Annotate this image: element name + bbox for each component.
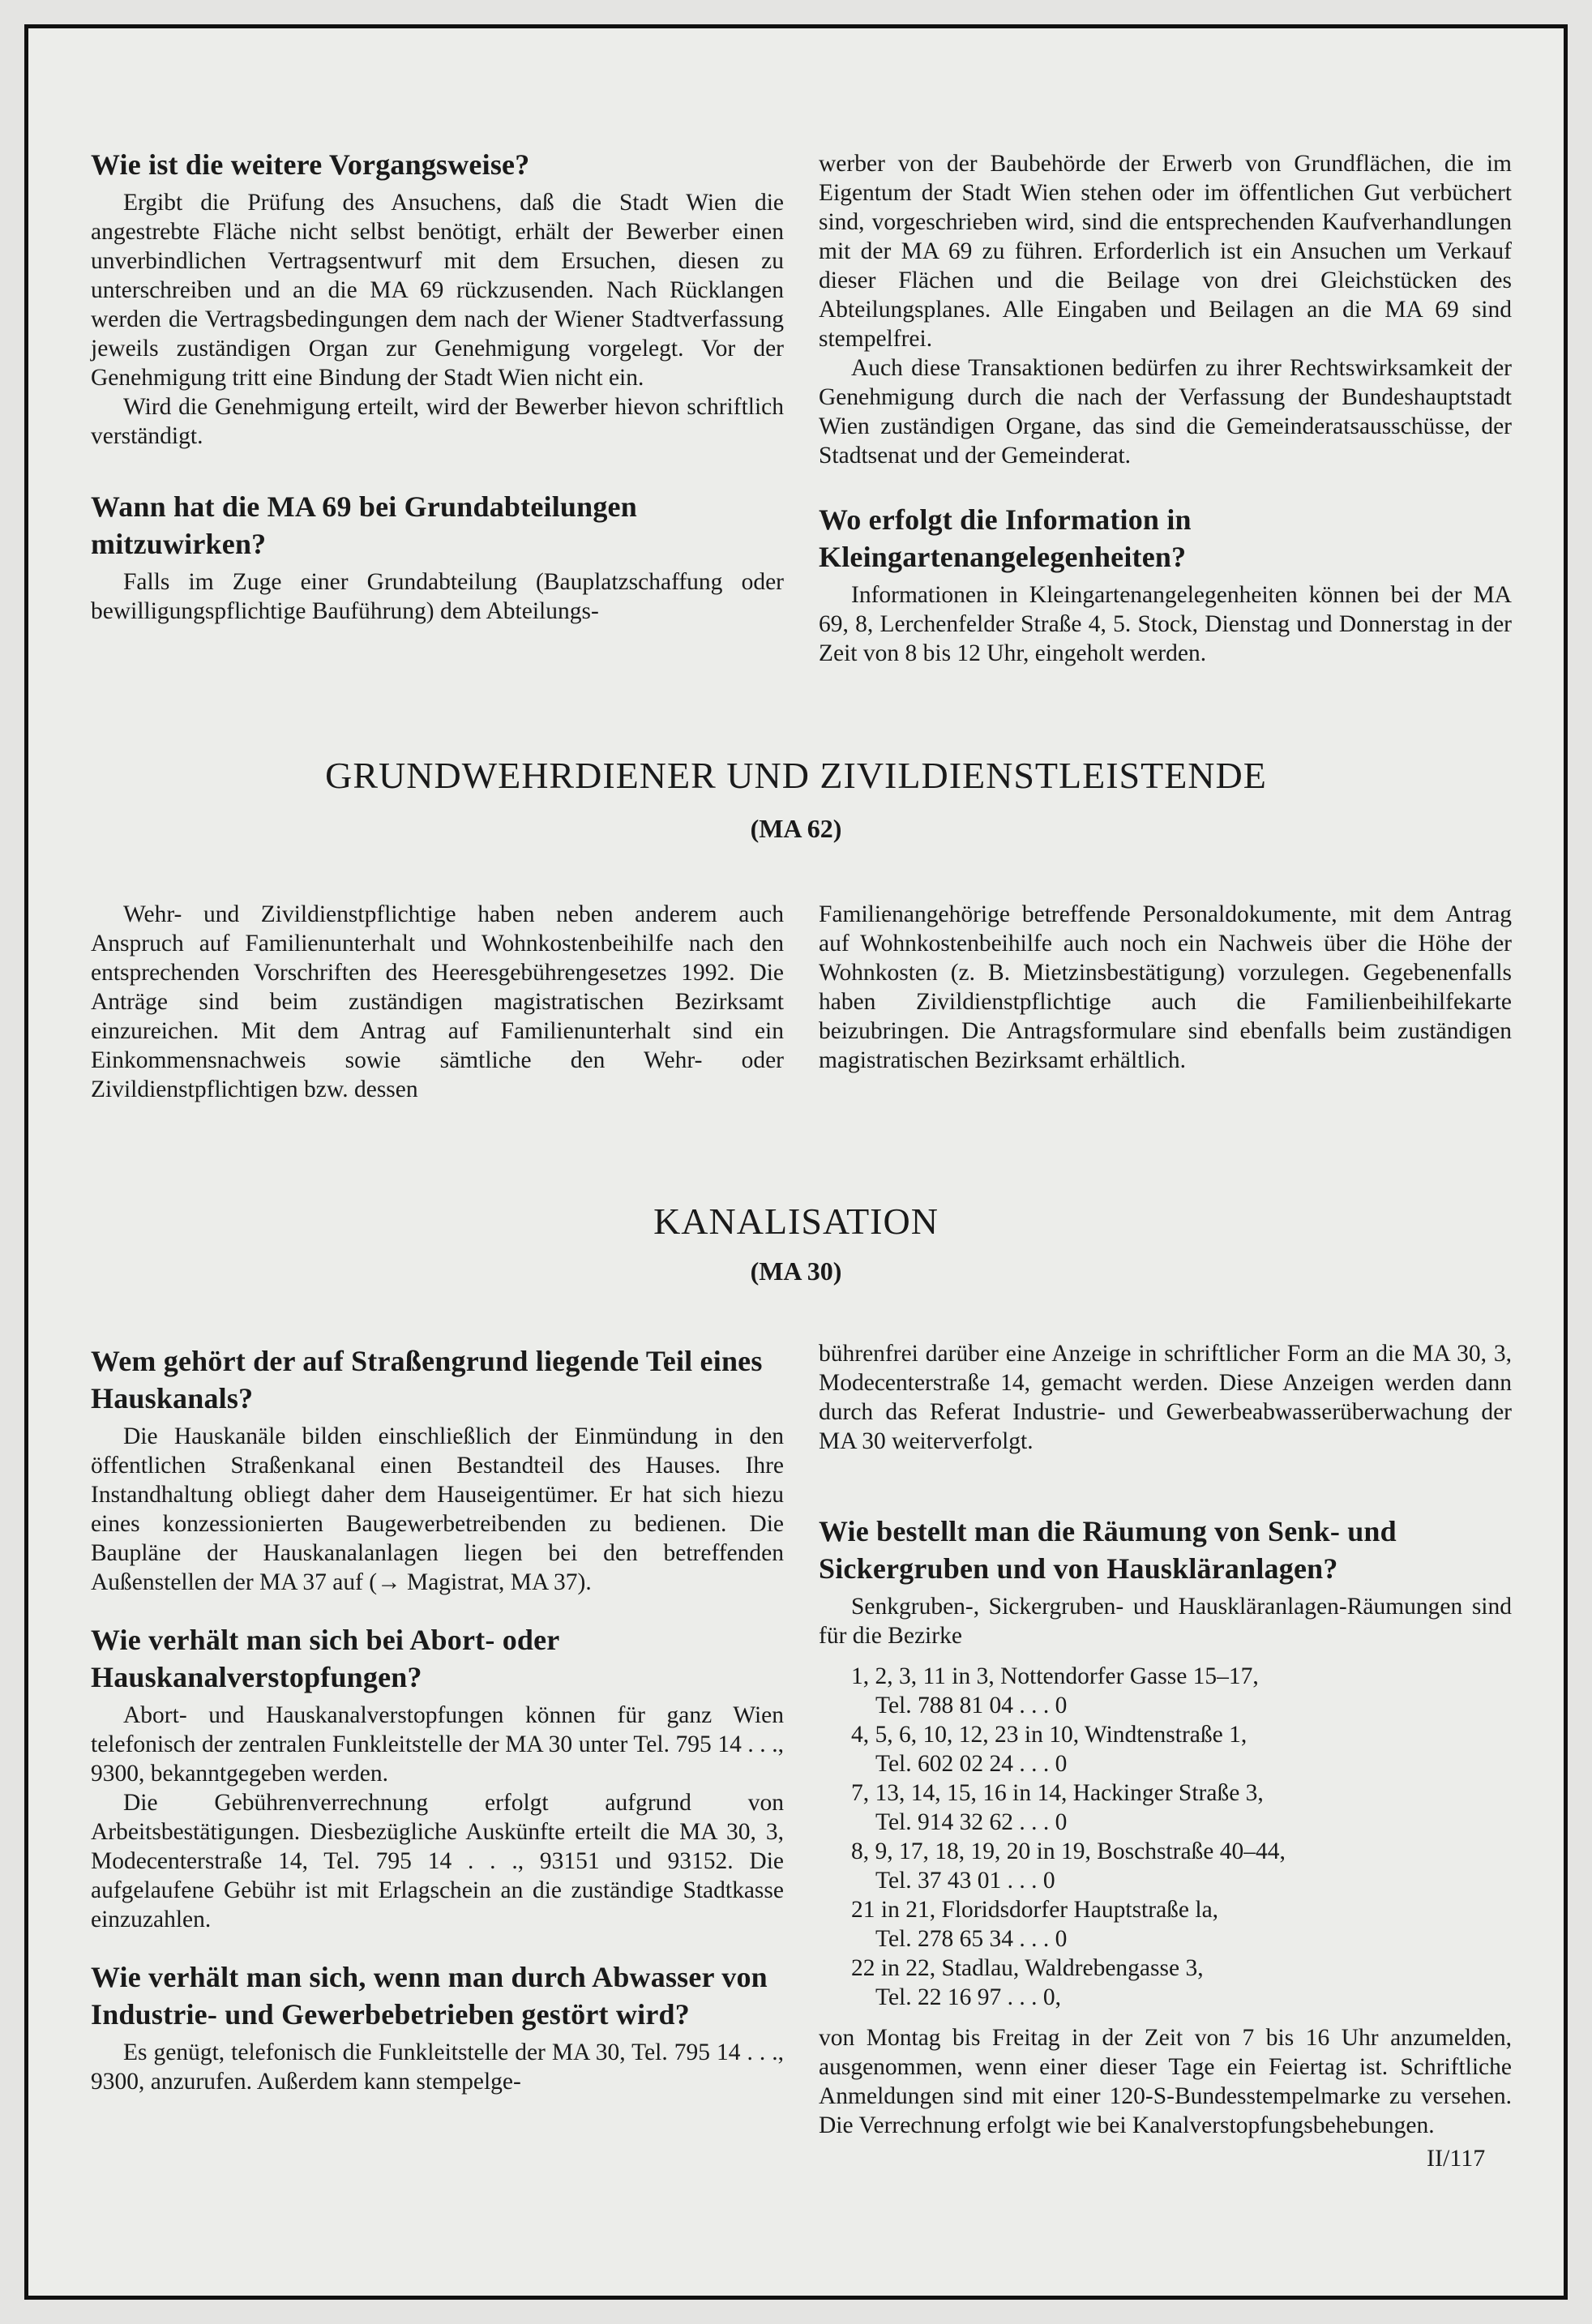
paragraph: Wehr- und Zivildienstpflichtige haben neben anderem auch Anspruch auf Familienunterhalt und Wohnkostenbeihilfe nach den entsprechenden Vorschriften des Heeresgebührengesetzes 1992. Die Anträge sind beim zuständigen magistratischen Bezirksamt einzureichen. Mit dem Antrag auf Familienunterhalt sind ein Einkommensnachweis sowie sämtliche den Wehr- oder Zivildienstpflichtigen bzw. dessen <box>91 901 784 1102</box>
section-subtitle-ma30: (MA 30) <box>750 1256 842 1286</box>
paragraph: Ergibt die Prüfung des Ansuchens, daß die Stadt Wien die angestrebte Fläche nicht selbst benötigt, erhält der Bewerber einen unverbindlichen Vertragsentwurf mit dem Ersuchen, diesen zu unterschreiben und an die MA 69 rückzusenden. Nach Rücklangen werden die Vertragsbedingungen dem nach der Wiener Stadtverfassung jeweils zuständigen Organ zur Genehmigung vorgelegt. Vor der Genehmigung tritt eine Bindung der Stadt Wien nicht ein. <box>91 190 784 391</box>
heading-grundabteilungen: Wann hat die MA 69 bei Grundabteilungen mitzuwirken? <box>91 490 637 560</box>
district-line: 4, 5, 6, 10, 12, 23 in 10, Windtenstraße 1, <box>851 1722 1247 1748</box>
district-tel: Tel. 788 81 04 . . . 0 <box>875 1693 1068 1718</box>
district-tel: Tel. 914 32 62 . . . 0 <box>875 1809 1068 1835</box>
section-title-grundwehrdiener: GRUNDWEHRDIENER UND ZIVILDIENSTLEISTENDE <box>325 755 1267 796</box>
paragraph: werber von der Baubehörde der Erwerb von Grundflächen, die im Eigentum der Stadt Wien stehen oder im öffentlichen Gut verbüchert sind, vorgeschrieben wird, sind die entsprechenden Kaufverhandlungen mit der MA 69 zu führen. Erforderlich ist ein Ansuchen um Verkauf dieser Flächen und die Beilage von drei Gleichstücken des Abteilungsplanes. Alle Eingaben und Beilagen an die MA 69 sind stempelfrei. <box>819 151 1512 352</box>
section-title-kanalisation: KANALISATION <box>653 1201 939 1242</box>
list-item <box>819 1895 1512 1954</box>
section3-right-column <box>819 1339 1512 2140</box>
list-item <box>819 1720 1512 1778</box>
heading-verstopfungen: Wie verhält man sich bei Abort- oder Hauskanalverstopfungen? <box>91 1624 559 1693</box>
section2-right-column <box>819 900 1512 1075</box>
district-line: 1, 2, 3, 11 in 3, Nottendorfer Gasse 15–17, <box>851 1663 1259 1689</box>
district-list <box>819 1662 1512 2012</box>
block1-left-column <box>91 146 784 626</box>
heading-abwasser: Wie verhält man sich, wenn man durch Abwasser von Industrie- und Gewerbebetrieben gestört wird? <box>91 1961 768 2031</box>
district-tel: Tel. 602 02 24 . . . 0 <box>875 1751 1068 1777</box>
list-item <box>819 1662 1512 1720</box>
paragraph: Die Hauskanäle bilden einschließlich der Einmündung in den öffentlichen Straßenkanal einen Bestandteil des Hauses. Ihre Instandhaltung obliegt daher dem Hauseigentümer. Er hat sich hiezu eines konzessionierten Baugewerbetreibenden zu bedienen. Die Baupläne der Hauskanalanlagen liegen bei den betreffenden Außenstellen der MA 37 auf (→ Magistrat, MA 37). <box>91 1423 784 1595</box>
paragraph: Falls im Zuge einer Grundabteilung (Bauplatzschaffung oder bewilligungspflichtige Bauführung) dem Abteilungs- <box>91 569 784 624</box>
paragraph: Die Gebührenverrechnung erfolgt aufgrund von Arbeitsbestätigungen. Diesbezügliche Auskünfte erteilt die MA 30, 3, Modecenterstraße 14, Tel. 795 14 . . ., 93151 und 93152. Die aufgelaufene Gebühr ist mit Erlagschein an die zuständige Stadtkasse einzuzahlen. <box>91 1790 784 1932</box>
district-tel: Tel. 22 16 97 . . . 0, <box>875 1984 1061 2010</box>
paragraph: Auch diese Transaktionen bedürfen zu ihrer Rechtswirksamkeit der Genehmigung durch die nach der Verfassung der Bundeshauptstadt Wien zuständigen Organe, das sind die Gemeinderatsausschüsse, der Stadtsenat und der Gemeinderat. <box>819 355 1512 469</box>
heading-hauskanal: Wem gehört der auf Straßengrund liegende Teil eines Hauskanals? <box>91 1345 763 1415</box>
heading-weitere-vorgangsweise: Wie ist die weitere Vorgangsweise? <box>91 148 530 181</box>
section-subtitle-ma62: (MA 62) <box>750 814 842 843</box>
district-tel: Tel. 278 65 34 . . . 0 <box>875 1926 1068 1952</box>
district-line: 22 in 22, Stadlau, Waldrebengasse 3, <box>851 1955 1204 1981</box>
page-number: II/117 <box>1427 2145 1486 2172</box>
section3-left-column <box>91 1342 784 2096</box>
district-tel: Tel. 37 43 01 . . . 0 <box>875 1868 1055 1894</box>
paragraph: Informationen in Kleingartenangelegenheiten können bei der MA 69, 8, Lerchenfelder Straße 4, 5. Stock, Dienstag und Donnerstag in der Zeit von 8 bis 12 Uhr, eingeholt werden. <box>819 582 1512 666</box>
paragraph: Es genügt, telefonisch die Funkleitstelle der MA 30, Tel. 795 14 . . ., 9300, anzurufen. Außerdem kann stempelge- <box>91 2039 784 2095</box>
district-line: 8, 9, 17, 18, 19, 20 in 19, Boschstraße 40–44, <box>851 1838 1286 1864</box>
district-line: 7, 13, 14, 15, 16 in 14, Hackinger Straße 3, <box>851 1780 1264 1806</box>
section2-left-column <box>91 900 784 1104</box>
list-item <box>819 1837 1512 1895</box>
heading-raeumung: Wie bestellt man die Räumung von Senk- und Sickergruben und von Hauskläranlagen? <box>819 1515 1397 1585</box>
paragraph: Senkgruben-, Sickergruben- und Hauskläranlagen-Räumungen sind für die Bezirke <box>819 1594 1512 1649</box>
list-item <box>819 1778 1512 1837</box>
block1-right-column <box>819 149 1512 668</box>
paragraph: Abort- und Hauskanalverstopfungen können für ganz Wien telefonisch der zentralen Funkleitstelle der MA 30 unter Tel. 795 14 . . ., 9300, bekanntgegeben werden. <box>91 1702 784 1787</box>
district-line: 21 in 21, Floridsdorfer Hauptstraße la, <box>851 1897 1219 1923</box>
paragraph: von Montag bis Freitag in der Zeit von 7 bis 16 Uhr anzumelden, ausgenommen, wenn einer dieser Tage ein Feiertag ist. Schriftliche Anmeldungen sind mit einer 120-S-Bundesstempelmarke zu versehen. Die Verrechnung erfolgt wie bei Kanalverstopfungsbehebungen. <box>819 2025 1512 2138</box>
paragraph: Familienangehörige betreffende Personaldokumente, mit dem Antrag auf Wohnkostenbeihilfe auch noch ein Nachweis über die Höhe der Wohnkosten (z. B. Mietzinsbestätigung) vorzulegen. Gegebenenfalls haben Zivildienstpflichtige auch die Familienbeihilfekarte beizubringen. Die Antragsformulare sind ebenfalls beim zuständigen magistratischen Bezirksamt erhältlich. <box>819 901 1512 1073</box>
paragraph: Wird die Genehmigung erteilt, wird der Bewerber hievon schriftlich verständigt. <box>91 394 784 449</box>
paragraph: bührenfrei darüber eine Anzeige in schriftlicher Form an die MA 30, 3, Modecenterstraße 14, gemacht werden. Diese Anzeigen werden dann durch das Referat Industrie- und Gewerbeabwasserüberwachung der MA 30 weiterverfolgt. <box>819 1341 1512 1454</box>
list-item <box>819 1954 1512 2012</box>
heading-kleingarten: Wo erfolgt die Information in Kleingartenangelegenheiten? <box>819 503 1192 573</box>
